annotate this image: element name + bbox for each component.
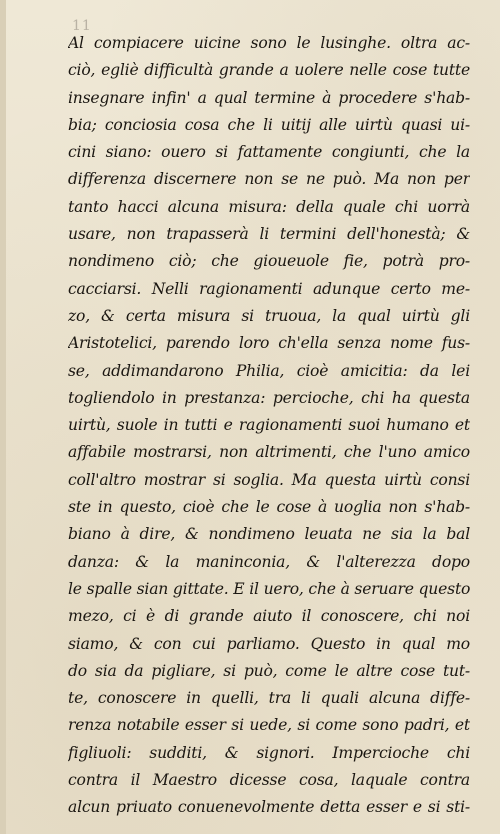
text-line: usare, non trapasserà li termini dell'honestà; & (68, 225, 470, 244)
text-line: renza notabile esser si uede, si come sono padri, et (68, 716, 470, 735)
text-line: ste in questo, cioè che le cose à uoglia non s'hab- (68, 498, 470, 517)
text-line: do sia da pigliare, si può, come le altre cose tut- (68, 661, 470, 680)
text-line: ciò, egliè difficultà grande a uolere nelle cose tutte (68, 61, 470, 80)
text-line: biano à dire, & nondimeno leuata ne sia la bal (68, 525, 470, 544)
text-line: siamo, & con cui parliamo. Questo in qual mo (68, 634, 470, 653)
text-line: tanto hacci alcuna misura: della quale chi uorrà (68, 197, 470, 216)
text-line: te, conoscere in quelli, tra li quali alcuna diffe- (68, 689, 470, 708)
text-line: cini siano: ouero si fattamente congiunti, che la (68, 143, 470, 162)
text-line: mezo, ci è di grande aiuto il conoscere, chi noi (68, 607, 470, 626)
text-line: affabile mostrarsi, non altrimenti, che l'uno amico (68, 443, 470, 462)
text-line: coll'altro mostrar si soglia. Ma questa uirtù consi (68, 470, 470, 489)
text-line: nondimeno ciò; che gioueuole fie, potrà pro- (68, 252, 470, 271)
text-line: uirtù, suole in tutti e ragionamenti suoi humano et (68, 416, 470, 435)
text-line: figliuoli: sudditi, & signori. Impercioche chi (68, 743, 470, 762)
text-line: zo, & certa misura si truoua, la qual uirtù gli (68, 306, 470, 325)
folio-mark: 11 (72, 18, 92, 34)
text-line: differenza discernere non se ne può. Ma non per (68, 170, 470, 189)
text-line: alcun priuato conuenevolmente detta esser e si sti- (68, 798, 470, 817)
text-line: Al compiacere uicine sono le lusinghe. oltra ac- (68, 34, 470, 52)
text-line: togliendolo in prestanza: percioche, chi ha questa (68, 388, 470, 407)
text-line: Aristotelici, parendo loro ch'ella senza nome fus- (68, 334, 470, 353)
text-line: cacciarsi. Nelli ragionamenti adunque certo me- (68, 279, 470, 298)
text-line: danza: & la maninconia, & l'alterezza dopo (68, 552, 470, 571)
text-line: insegnare infin' a qual termine à procedere s'hab- (68, 88, 470, 107)
text-line: contra il Maestro dicesse cosa, laquale contra (68, 771, 470, 790)
text-line: se, addimandarono Philia, cioè amicitia: da lei (68, 361, 470, 380)
text-block (68, 30, 470, 822)
text-line: le spalle sian gittate. E il uero, che à seruare questo (68, 579, 470, 598)
text-line: bia; conciosia cosa che li uitij alle uirtù quasi ui- (68, 115, 470, 134)
